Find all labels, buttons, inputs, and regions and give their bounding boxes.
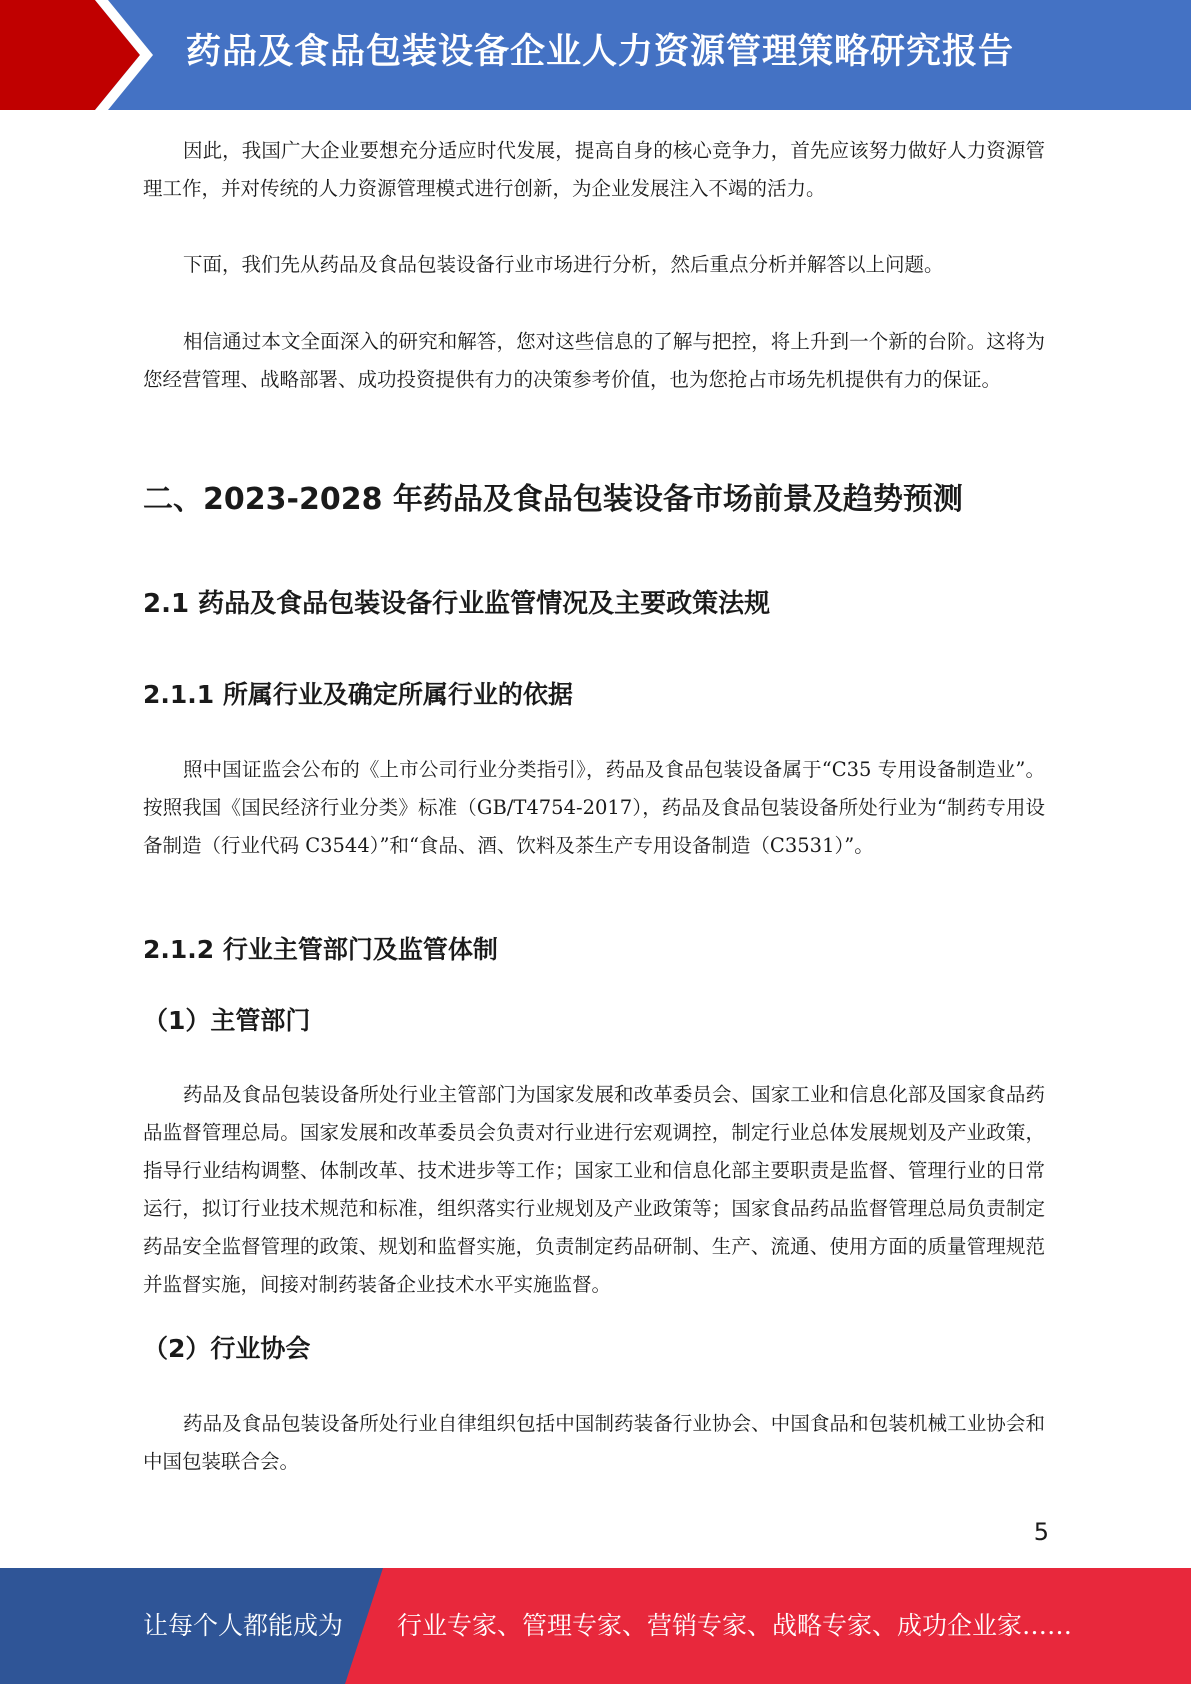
page-number: 5 <box>1033 1518 1049 1546</box>
subsection-association-heading: （2）行业协会 <box>143 1334 311 1363</box>
paragraph-intro-3: 相信通过本文全面深入的研究和解答，您对这些信息的了解与把控，将上升到一个新的台阶。这将为您经营管理、战略部署、成功投资提供有力的决策参考价值，也为您抢占市场先机提供有力的保证。 <box>143 330 1045 391</box>
paragraph-industry-classification: 照中国证监会公布的《上市公司行业分类指引》，药品及食品包装设备属于“C35 专用设备制造业”。按照我国《国民经济行业分类》标准（GB/T4754-2017），药品及食品包装设备所处行业为“制药专用设备制造（行业代码 C3544）”和“食品、酒、饮料及茶生产专用设备制造（C3531）”。 <box>143 758 1045 857</box>
footer-slogan-right: 行业专家、管理专家、营销专家、战略专家、成功企业家…… <box>397 1611 1073 1640</box>
header-title: 药品及食品包装设备企业人力资源管理策略研究报告 <box>186 32 1015 72</box>
section-2-heading: 二、2023-2028 年药品及食品包装设备市场前景及趋势预测 <box>143 482 963 517</box>
subsection-authority-heading: （1）主管部门 <box>143 1006 311 1035</box>
footer-slogan-left: 让每个人都能成为 <box>143 1611 344 1640</box>
page-header <box>0 0 1191 110</box>
paragraph-intro-1: 因此，我国广大企业要想充分适应时代发展，提高自身的核心竞争力，首先应该努力做好人力资源管理工作，并对传统的人力资源管理模式进行创新，为企业发展注入不竭的活力。 <box>143 139 1045 200</box>
paragraph-association: 药品及食品包装设备所处行业自律组织包括中国制药装备行业协会、中国食品和包装机械工业协会和中国包装联合会。 <box>143 1412 1045 1473</box>
header-arrow-decoration <box>0 0 200 110</box>
section-2-1-heading: 2.1 药品及食品包装设备行业监管情况及主要政策法规 <box>143 589 771 619</box>
section-2-1-2-heading: 2.1.2 行业主管部门及监管体制 <box>143 935 498 964</box>
page-footer <box>0 1568 1191 1684</box>
paragraph-authority: 药品及食品包装设备所处行业主管部门为国家发展和改革委员会、国家工业和信息化部及国家食品药品监督管理总局。国家发展和改革委员会负责对行业进行宏观调控，制定行业总体发展规划及产业政策，指导行业结构调整、体制改革、技术进步等工作；国家工业和信息化部主要职责是监督、管理行业的日常运行，拟订行业技术规范和标准，组织落实行业规划及产业政策等；国家食品药品监督管理总局负责制定药品安全监督管理的政策、规划和监督实施，负责制定药品研制、生产、流通、使用方面的质量管理规范并监督实施，间接对制药装备企业技术水平实施监督。 <box>143 1083 1045 1296</box>
section-2-1-1-heading: 2.1.1 所属行业及确定所属行业的依据 <box>143 680 573 709</box>
paragraph-intro-2: 下面，我们先从药品及食品包装设备行业市场进行分析，然后重点分析并解答以上问题。 <box>183 253 944 276</box>
